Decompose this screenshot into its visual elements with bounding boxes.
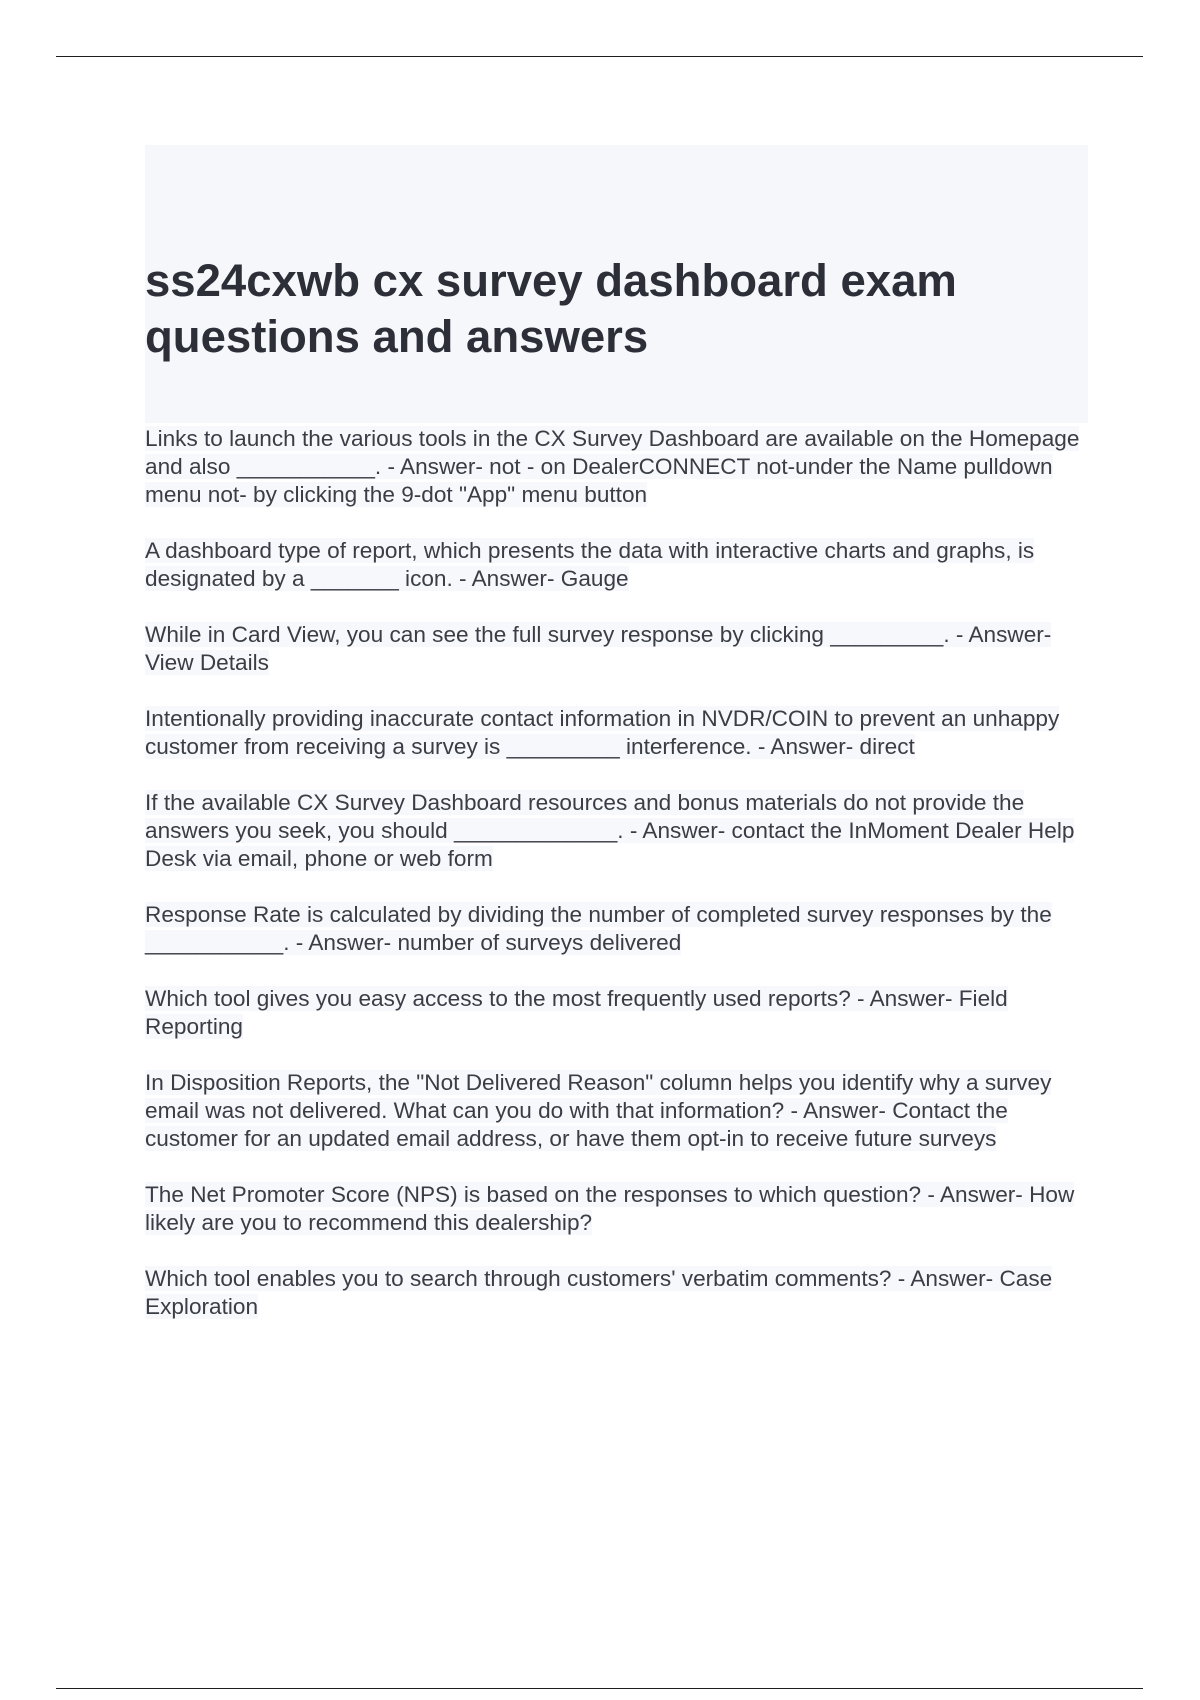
qa-text: While in Card View, you can see the full survey response by clicking _________. - Answer- View Details xyxy=(145,622,1052,675)
qa-item xyxy=(145,1069,1095,1153)
qa-text: The Net Promoter Score (NPS) is based on the responses to which question? - Answer- How likely are you to recommend this dealership? xyxy=(145,1182,1075,1235)
top-rule xyxy=(56,56,1143,57)
qa-item xyxy=(145,537,1095,593)
qa-item xyxy=(145,901,1095,957)
qa-text: Which tool gives you easy access to the most frequently used reports? - Answer- Field Reporting xyxy=(145,986,1008,1039)
qa-list xyxy=(145,425,1095,1349)
qa-text: In Disposition Reports, the "Not Delivered Reason" column helps you identify why a survey email was not delivered. What can you do with that information? - Answer- Contact the customer for an updated email address, or have them opt-in to receive future surveys xyxy=(145,1070,1052,1151)
qa-item xyxy=(145,705,1095,761)
qa-text: Intentionally providing inaccurate contact information in NVDR/COIN to prevent an unhappy customer from receiving a survey is _________ interference. - Answer- direct xyxy=(145,706,1060,759)
title-block xyxy=(145,145,1088,423)
qa-item xyxy=(145,1181,1095,1237)
qa-item xyxy=(145,621,1095,677)
qa-item xyxy=(145,985,1095,1041)
qa-text: A dashboard type of report, which presents the data with interactive charts and graphs, is designated by a _______ icon. - Answer- Gauge xyxy=(145,538,1035,591)
document-title: ss24cxwb cx survey dashboard exam questions and answers xyxy=(145,255,957,362)
qa-text: Response Rate is calculated by dividing the number of completed survey responses by the ___________. - Answer- number of surveys delivered xyxy=(145,902,1052,955)
bottom-rule xyxy=(56,1688,1143,1689)
qa-text: Links to launch the various tools in the CX Survey Dashboard are available on the Homepage and also ___________. - Answer- not - on DealerCONNECT not-under the Name pulldown menu not- by clicking the 9-dot "App" menu button xyxy=(145,426,1080,507)
qa-item xyxy=(145,1265,1095,1321)
qa-item xyxy=(145,425,1095,509)
qa-item xyxy=(145,789,1095,873)
qa-text: Which tool enables you to search through customers' verbatim comments? - Answer- Case Exploration xyxy=(145,1266,1053,1319)
qa-text: If the available CX Survey Dashboard resources and bonus materials do not provide the answers you seek, you should _____________. - Answer- contact the InMoment Dealer Help Desk via email, phone or web form xyxy=(145,790,1075,871)
